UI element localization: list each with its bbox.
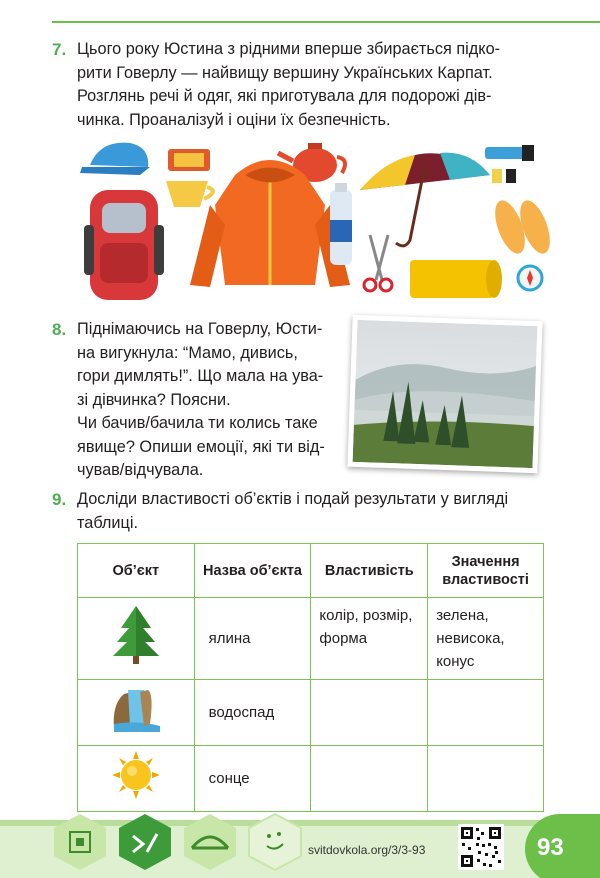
table-header-cell: Значення властивості — [428, 544, 544, 598]
math-symbols-icon — [117, 812, 173, 872]
phone-icon — [168, 149, 210, 171]
misty-mountains-photo — [347, 315, 542, 474]
table-cell-name: водоспад — [194, 680, 311, 746]
task-9-line: таблиці. — [77, 513, 138, 532]
task-8-line: зі дівчинка? Поясни. — [77, 390, 231, 409]
fir-tree-icon — [111, 604, 161, 666]
table-row — [78, 746, 544, 812]
flashlight-icon — [485, 145, 534, 183]
task-7-text — [77, 38, 549, 132]
table-header-cell: Властивість — [311, 544, 428, 598]
page-number: 93 — [537, 834, 564, 861]
table-header-row — [78, 544, 544, 598]
task-7-line: рити Говерлу — найвищу вершину Українських Карпат. — [77, 63, 493, 82]
task-9-text — [77, 488, 549, 535]
task-8-line: Піднімаючись на Говерлу, Юсти- — [77, 320, 323, 338]
task-8-line: чував/відчувала. — [77, 461, 204, 479]
scissors-icon — [364, 235, 392, 291]
task-8-line: явище? Опиши емоції, які ти від- — [77, 437, 325, 456]
task-8-number: 8. — [52, 320, 67, 339]
table-cell-value: зелена, невисока, конус — [428, 598, 544, 680]
table-row — [78, 680, 544, 746]
properties-table — [77, 543, 544, 812]
compass-icon — [518, 266, 542, 290]
task-7-line: Цього року Юстина з рідними вперше збирається підко- — [77, 40, 501, 58]
sun-icon — [111, 750, 161, 800]
task-9-number: 9. — [52, 490, 67, 509]
qr-code-icon — [458, 824, 504, 870]
cap-icon — [80, 143, 150, 175]
task-8-line: на вигукнула: “Мамо, дивись, — [77, 343, 298, 362]
table-icon-cell — [78, 598, 195, 680]
table-header-cell: Назва об’єкта — [194, 544, 311, 598]
table-cell-value — [428, 746, 544, 812]
top-rule — [52, 21, 600, 23]
table-cell-property — [311, 746, 428, 812]
table-cell-property — [311, 680, 428, 746]
umbrella-icon — [360, 153, 490, 246]
table-cell-property: колір, розмір, форма — [311, 598, 428, 680]
task-8-text — [77, 318, 335, 483]
table-row — [78, 598, 544, 680]
task-7-number: 7. — [52, 40, 67, 59]
table-icon-cell — [78, 746, 195, 812]
travel-items-illustration — [70, 135, 560, 305]
table-icon-cell — [78, 680, 195, 746]
circuit-chip-icon — [52, 812, 108, 872]
table-cell-name: сонце — [194, 746, 311, 812]
smile-face-icon — [247, 812, 303, 872]
task-9-line: Досліди властивості об’єктів і подай результати у вигляді — [77, 490, 509, 508]
task-8-line: Чи бачив/бачила ти колись таке — [77, 414, 318, 432]
sleeping-mat-icon — [410, 260, 502, 298]
backpack-icon — [84, 190, 164, 300]
table-cell-name: ялина — [194, 598, 311, 680]
page-footer — [0, 820, 600, 878]
task-7-line: чинка. Проаналізуй і оціни їх безпечність. — [77, 110, 391, 129]
waterfall-icon — [110, 684, 162, 734]
table-header-cell: Об’єкт — [78, 544, 195, 598]
cup-icon — [166, 181, 213, 207]
task-7-line: Розглянь речі й одяг, які приготувала для подорожі дів- — [77, 87, 492, 105]
bridge-icon — [182, 812, 238, 872]
sandals-icon — [489, 197, 556, 258]
water-bottle-icon — [330, 183, 352, 265]
table-cell-value — [428, 680, 544, 746]
task-8-line: гори димлять!”. Що мала на ува- — [77, 367, 324, 385]
website-link[interactable]: svitdovkola.org/3/3-93 — [308, 843, 426, 857]
